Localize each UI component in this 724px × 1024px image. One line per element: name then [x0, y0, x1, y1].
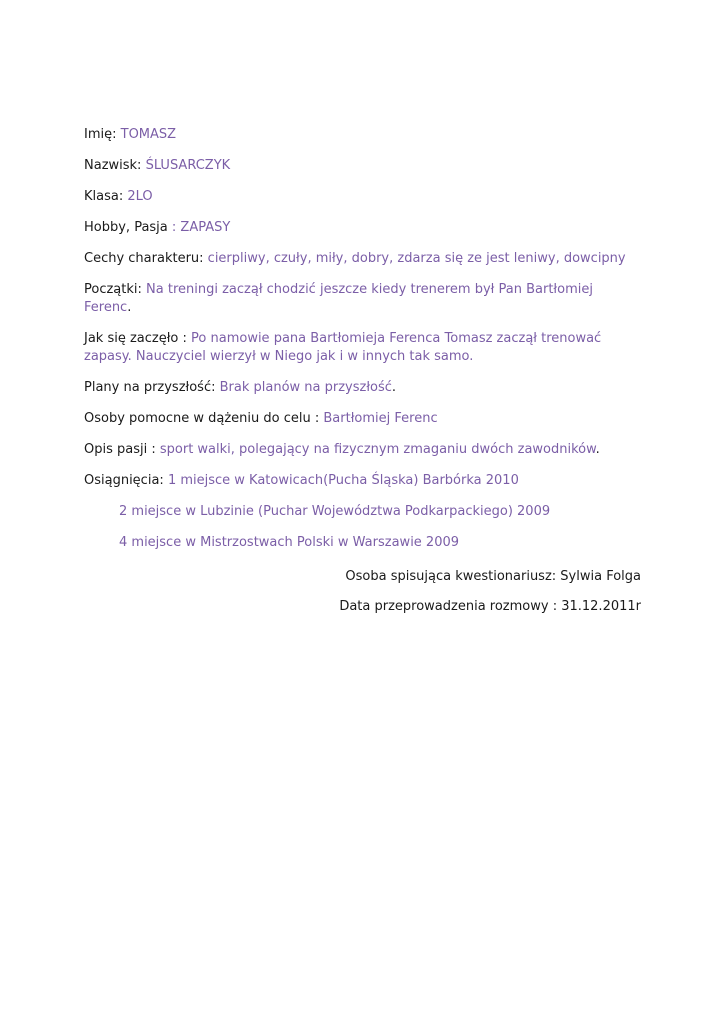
- field-label: Plany na przyszłość:: [84, 380, 220, 395]
- questionnaire-body: [84, 126, 644, 565]
- field-suffix: .: [595, 442, 600, 457]
- field-value: TOMASZ: [120, 127, 177, 142]
- field-label: Cechy charakteru:: [84, 251, 208, 266]
- field-label: Opis pasji :: [84, 442, 160, 457]
- field-value: cierpliwy, czuły, miły, dobry, zdarza się ze jest leniwy, dowcipny: [207, 251, 626, 266]
- field-value: : ZAPASY: [171, 220, 231, 235]
- field-hobby: [84, 219, 644, 237]
- field-label: Początki:: [84, 282, 147, 297]
- achievement-item: 1 miejsce w Katowicach(Pucha Śląska) Barbórka 2010: [167, 473, 519, 488]
- field-imie: [84, 126, 644, 144]
- field-label: Nazwisk:: [84, 158, 146, 173]
- field-label: Hobby, Pasja: [84, 220, 172, 235]
- field-value: Bartłomiej Ferenc: [323, 411, 438, 426]
- field-opis: [84, 441, 644, 459]
- field-osoby: [84, 410, 644, 428]
- field-label: Osiągnięcia:: [84, 473, 168, 488]
- field-nazwisk: [84, 157, 644, 175]
- field-suffix: .: [127, 300, 132, 315]
- field-label: Jak się zaczęło :: [84, 331, 192, 346]
- field-suffix: .: [391, 380, 397, 395]
- field-cechy: [84, 250, 644, 268]
- field-jak: [84, 330, 644, 366]
- footer-date: Data przeprowadzenia rozmowy : 31.12.2011r: [339, 599, 641, 614]
- field-osiagniecia: [84, 472, 644, 490]
- field-label: Osoby pomocne w dążeniu do celu :: [84, 411, 324, 426]
- field-value: 2LO: [127, 189, 153, 204]
- field-label: Klasa:: [84, 189, 128, 204]
- achievement-item: 2 miejsce w Lubzinie (Puchar Województwa Podkarpackiego) 2009: [119, 504, 551, 519]
- field-value: ŚLUSARCZYK: [145, 158, 231, 173]
- field-value: Po namowie pana Bartłomieja Ferenca Tomasz zaczął trenować zapasy. Nauczyciel wierzył w Niego jak i w innych tak samo.: [84, 331, 602, 364]
- field-label: Imię:: [84, 127, 121, 142]
- footer-author: Osoba spisująca kwestionariusz: Sylwia Folga: [345, 569, 641, 584]
- field-poczatki: [84, 281, 644, 317]
- field-value: sport walki, polegający na fizycznym zmaganiu dwóch zawodników: [159, 442, 596, 457]
- field-klasa: [84, 188, 644, 206]
- field-plany: [84, 379, 644, 397]
- achievement-item: 4 miejsce w Mistrzostwach Polski w Warszawie 2009: [119, 535, 460, 550]
- field-value: Brak planów na przyszłość: [219, 380, 392, 395]
- field-value: Na treningi zaczął chodzić jeszcze kiedy trenerem był Pan Bartłomiej Ferenc: [84, 282, 593, 315]
